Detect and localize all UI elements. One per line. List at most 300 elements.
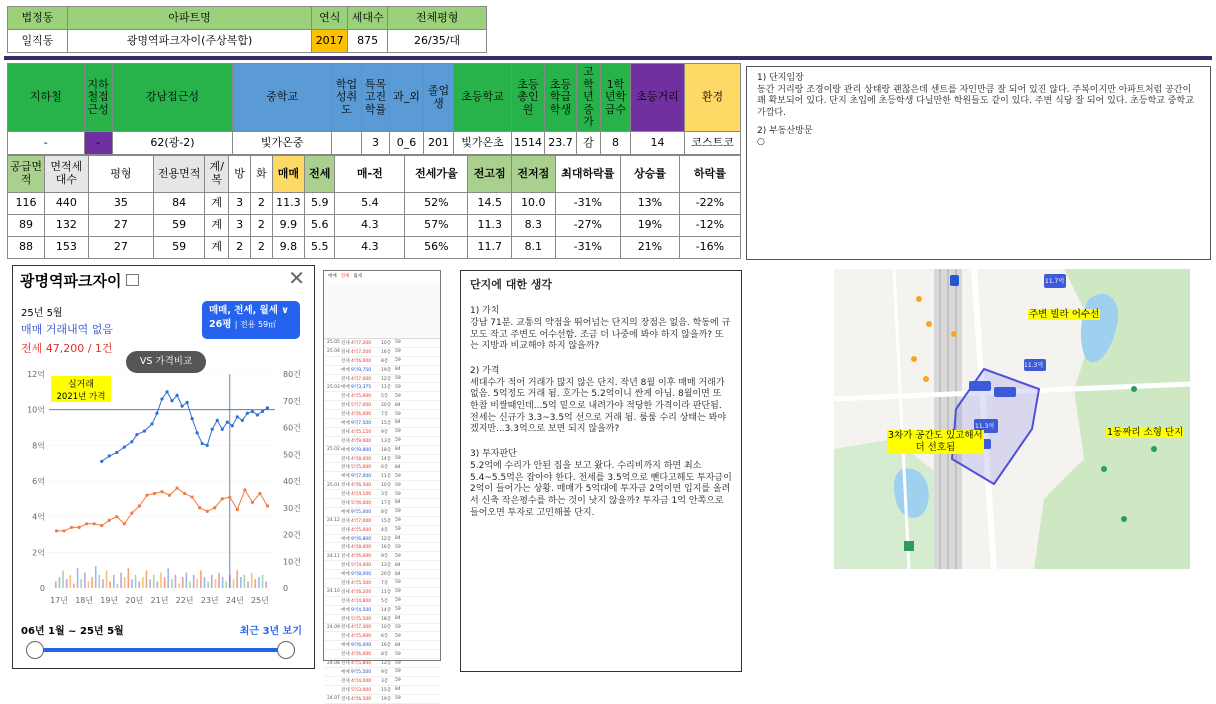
tx-cell: 4억6,000 <box>351 358 372 364</box>
tx-row[interactable] <box>324 632 440 641</box>
tx-row[interactable] <box>324 383 440 392</box>
tx-cell: 20층 <box>381 403 392 409</box>
data-point <box>226 421 229 424</box>
tx-cell: 59 <box>395 589 401 595</box>
tx-row[interactable] <box>324 428 440 437</box>
tx-cell: 9억5,000 <box>351 509 372 515</box>
value-year: 2017 <box>312 30 348 53</box>
cell: 88 <box>8 237 45 259</box>
tx-cell: 매매 <box>341 536 350 542</box>
cell: 52% <box>405 193 468 215</box>
tx-row[interactable] <box>324 615 440 624</box>
volume-bar <box>62 570 64 588</box>
tx-cell: 전세 <box>341 340 350 346</box>
tx-row[interactable] <box>324 624 440 633</box>
data-point <box>201 442 204 445</box>
data-point <box>62 529 65 532</box>
volume-bar <box>80 579 82 588</box>
tx-row[interactable] <box>324 686 440 695</box>
volume-bar <box>262 575 264 588</box>
slider-end-handle[interactable] <box>277 641 295 659</box>
tx-row[interactable] <box>324 579 440 588</box>
tx-row[interactable] <box>324 526 440 535</box>
tx-cell: 25.05 <box>327 340 340 346</box>
data-point <box>183 492 186 495</box>
cell: 21% <box>621 237 680 259</box>
tx-row[interactable] <box>324 695 440 704</box>
value-dong: 일직동 <box>8 30 68 53</box>
y-right-tick: 60건 <box>283 423 301 433</box>
tx-cell: 4억5,000 <box>351 394 372 400</box>
volume-bar <box>113 575 115 588</box>
tx-row[interactable] <box>324 552 440 561</box>
cell: 89 <box>8 215 45 237</box>
tx-cell: 9억5,500 <box>351 669 372 675</box>
volume-bar <box>251 573 253 588</box>
volume-bar <box>193 575 195 588</box>
tx-cell: 19층 <box>381 696 392 702</box>
recent-3y-link[interactable]: 최근 3년 보기 <box>239 626 302 637</box>
data-point <box>243 488 246 491</box>
tx-cell: 14층 <box>381 607 392 613</box>
volume-bar <box>164 577 166 588</box>
price-row <box>8 193 741 215</box>
notes-heading-visit: 1) 단지임장 <box>757 73 804 83</box>
tx-cell: 84 <box>395 367 401 373</box>
price-tag: 11.3억 <box>1024 362 1044 369</box>
tx-row[interactable] <box>324 597 440 606</box>
data-point <box>261 410 264 413</box>
v-subway-access: - <box>84 132 112 155</box>
tx-cell: 20층 <box>381 572 392 578</box>
series-line <box>102 392 268 462</box>
y-left-tick: 8억 <box>32 441 45 451</box>
tx-cell: 59 <box>395 580 401 586</box>
deal-type-label: 매매, 전세, 월세 ∨ <box>209 305 289 316</box>
map-label-villa: 주변 빌라 어수선 <box>1029 309 1100 320</box>
header-year: 연식 <box>312 7 348 30</box>
notes-text-agency: ○ <box>757 137 765 148</box>
data-point <box>153 492 156 495</box>
tx-cell: 매매 <box>341 509 350 515</box>
volume-bar <box>200 570 202 588</box>
building-marker <box>969 381 991 391</box>
data-point <box>108 454 111 457</box>
tx-cell: 17층 <box>381 500 392 506</box>
tx-cell: 4억5,150 <box>351 429 372 435</box>
tx-cell: 84 <box>395 642 401 648</box>
tx-cell: 59 <box>395 393 401 399</box>
x-tick: 22년 <box>175 596 194 605</box>
tx-cell: 84 <box>395 536 401 542</box>
tx-row[interactable] <box>324 517 440 526</box>
tx-cell: 4억4,800 <box>351 598 372 604</box>
tx-cell: 전세 <box>341 429 350 435</box>
tx-row[interactable] <box>324 446 440 455</box>
tx-cell: 84 <box>395 402 401 408</box>
h-elem-distance: 초등거리 <box>631 64 685 132</box>
thoughts-heading-price: 2) 가격 <box>470 366 500 377</box>
tx-cell: 59 <box>395 491 401 497</box>
volume-bar <box>171 579 173 588</box>
volume-bar <box>95 566 97 588</box>
tx-row[interactable] <box>324 419 440 428</box>
volume-bar <box>153 575 155 588</box>
volume-bar <box>258 577 260 588</box>
price-table <box>7 155 741 259</box>
tx-cell: 전세 <box>341 483 350 489</box>
cell: 27 <box>88 237 153 259</box>
volume-bar <box>175 575 177 588</box>
h-elem-class: 초등학급학생 <box>545 64 577 132</box>
data-point <box>143 429 146 432</box>
tx-cell: 59 <box>395 678 401 684</box>
volume-bar <box>182 577 184 588</box>
tx-row[interactable] <box>324 677 440 686</box>
volume-bar <box>204 577 206 588</box>
value-units: 875 <box>348 30 388 53</box>
h-jeonse: 전세 <box>304 156 335 193</box>
tx-cell: 전세 <box>341 394 350 400</box>
tx-tab-sale[interactable]: 매매 <box>328 274 337 279</box>
data-point <box>108 519 111 522</box>
data-point <box>93 522 96 525</box>
h-area-units: 면적세대수 <box>45 156 89 193</box>
tx-cell: 4억5,800 <box>351 661 372 666</box>
tx-row[interactable] <box>324 437 440 446</box>
tx-cell: 6층 <box>381 465 389 471</box>
cell: 440 <box>45 193 89 215</box>
price-row <box>8 215 741 237</box>
tx-row[interactable] <box>324 357 440 366</box>
area-map[interactable] <box>834 269 1190 569</box>
tx-cell: 매매 <box>341 643 350 649</box>
tx-cell: 18층 <box>381 447 392 453</box>
tx-cell: 전세 <box>341 412 350 418</box>
tx-cell: 25.01 <box>327 482 340 488</box>
tx-row[interactable] <box>324 659 440 668</box>
cell: 계 <box>205 193 229 215</box>
tx-cell: 24.10 <box>327 589 340 595</box>
tx-cell: 9층 <box>381 669 389 675</box>
volume-bar <box>196 579 198 588</box>
x-tick: 19년 <box>100 596 119 605</box>
tx-cell: 전세 <box>341 634 350 640</box>
tx-cell: 4억6,000 <box>351 412 372 418</box>
tx-row[interactable] <box>324 641 440 650</box>
cell: 9.8 <box>272 237 304 259</box>
volume-bar <box>102 579 104 588</box>
x-tick: 18년 <box>75 596 94 605</box>
tx-cell: 7층 <box>381 412 389 418</box>
tx-row[interactable] <box>324 348 440 357</box>
volume-bar <box>222 577 224 588</box>
y-left-tick: 6억 <box>32 477 45 486</box>
tx-row[interactable] <box>324 668 440 677</box>
tx-cell: 16층 <box>381 643 392 649</box>
close-icon[interactable]: ✕ <box>288 266 305 290</box>
y-right-tick: 20건 <box>283 530 301 540</box>
cell: 10.0 <box>512 193 556 215</box>
h-gap: 매-전 <box>335 156 405 193</box>
tx-cell: 16층 <box>381 545 392 551</box>
tx-cell: 6층 <box>381 634 389 640</box>
tx-cell: 24.11 <box>327 553 340 559</box>
tx-cell: 전세 <box>341 696 350 702</box>
tx-row[interactable] <box>324 339 440 348</box>
tx-cell: 4억9,000 <box>351 438 372 444</box>
data-point <box>211 428 214 431</box>
tx-cell: 전세 <box>341 527 350 533</box>
tx-row[interactable] <box>324 472 440 481</box>
tx-cell: 59 <box>395 527 401 533</box>
tx-tab-jeonse[interactable]: 전세 <box>340 274 350 279</box>
data-point <box>196 431 199 434</box>
tx-cell: 4억4,000 <box>351 678 372 684</box>
volume-bar <box>157 581 159 588</box>
v-special-rate: 3 <box>362 132 390 155</box>
data-point <box>206 444 209 447</box>
cell: 2 <box>251 215 273 237</box>
tx-cell: 9억9,800 <box>351 447 372 453</box>
tx-cell: 59 <box>395 633 401 639</box>
h-jeonse-ratio: 전세가율 <box>405 156 468 193</box>
data-point <box>251 501 254 504</box>
y-right-tick: 80건 <box>283 370 301 379</box>
volume-bar <box>225 581 227 588</box>
tx-cell: 11층 <box>381 474 392 480</box>
map-label-phase3-line2: 더 선호됨 <box>915 441 956 453</box>
tx-cell: 전세 <box>341 563 350 569</box>
complex-data-table <box>7 63 741 155</box>
transaction-list[interactable] <box>323 270 441 702</box>
tx-cell: 9억4,500 <box>351 607 372 613</box>
data-point <box>70 526 73 529</box>
h-elementary: 초등학교 <box>454 64 512 132</box>
volume-bar <box>135 575 137 588</box>
tx-cell: 매매 <box>341 669 350 675</box>
volume-bar <box>265 581 267 588</box>
tx-cell: 8층 <box>381 652 389 658</box>
data-point <box>241 419 244 422</box>
building-marker <box>994 387 1016 397</box>
cell: -27% <box>555 215 620 237</box>
value-apt-name: 광명역파크자이(주상복합) <box>67 30 311 53</box>
tx-row[interactable] <box>324 508 440 517</box>
tx-cell: 전세 <box>341 545 350 551</box>
data-point <box>175 394 178 397</box>
tx-cell: 15층 <box>381 420 392 426</box>
tx-row[interactable] <box>324 481 440 490</box>
tx-cell: 전세 <box>341 349 350 355</box>
tx-cell: 18층 <box>381 616 392 622</box>
h-first-grade-class: 1학년학급수 <box>601 64 631 132</box>
tx-row[interactable] <box>324 499 440 508</box>
slider-start-handle[interactable] <box>26 641 44 659</box>
tx-cell: 10층 <box>381 483 392 489</box>
tx-cell: 전세 <box>341 554 350 560</box>
data-point <box>115 515 118 518</box>
volume-bar <box>91 577 93 588</box>
tx-tab-monthly[interactable]: 월세 <box>353 274 363 279</box>
cell: 14.5 <box>468 193 512 215</box>
deal-type-selector[interactable] <box>202 301 300 339</box>
tx-cell: 4억7,000 <box>351 376 372 382</box>
y-left-tick: 0 <box>39 584 45 593</box>
y-right-tick: 0 <box>283 584 289 593</box>
cell: -12% <box>679 215 740 237</box>
tx-cell: 전세 <box>341 403 350 409</box>
complex-info-table <box>7 6 487 53</box>
tx-cell: 59 <box>395 660 401 666</box>
tx-cell: 12층 <box>381 376 392 382</box>
tx-cell: 84 <box>395 420 401 426</box>
tx-cell: 4억6,500 <box>351 483 372 489</box>
tx-cell: 전세 <box>341 598 350 604</box>
tx-row[interactable] <box>324 401 440 410</box>
tx-cell: 전세 <box>341 625 350 631</box>
tx-cell: 전세 <box>341 465 350 471</box>
cell: 11.3 <box>468 215 512 237</box>
tx-cell: 16층 <box>381 349 392 355</box>
tx-row[interactable] <box>324 490 440 499</box>
tx-cell: 4억7,500 <box>351 349 372 355</box>
cell: 153 <box>45 237 89 259</box>
v-elementary: 빛가온초 <box>454 132 512 155</box>
volume-bar <box>109 581 111 588</box>
data-point <box>100 460 103 463</box>
data-point <box>130 512 133 515</box>
compare-button[interactable]: VS 가격비교 <box>126 351 206 373</box>
data-point <box>160 490 163 493</box>
y-left-tick: 10억 <box>27 405 45 415</box>
tx-cell: 매매 <box>341 420 350 426</box>
tx-cell: 59 <box>395 696 401 702</box>
tx-row[interactable] <box>324 543 440 552</box>
tx-cell: 전세 <box>341 687 350 693</box>
tx-row[interactable] <box>324 375 440 384</box>
jeonse-status: 전세 47,200 / 1건 <box>21 342 113 355</box>
h-exclusive-area: 전용면적 <box>154 156 205 193</box>
subway-icon <box>950 275 959 286</box>
tx-row[interactable] <box>324 561 440 570</box>
tx-cell: 10층 <box>381 340 392 346</box>
tx-cell: 24.08 <box>327 660 340 666</box>
tx-cell: 59 <box>395 376 401 381</box>
tx-row[interactable] <box>324 392 440 401</box>
tx-row[interactable] <box>324 606 440 615</box>
data-point <box>55 529 58 532</box>
x-tick: 25년 <box>250 596 269 605</box>
pyeong-label: 26평 <box>209 319 232 331</box>
tx-cell: 5억5,500 <box>351 616 372 622</box>
y-left-tick: 2억 <box>32 548 45 558</box>
cell: 27 <box>88 215 153 237</box>
tx-row[interactable] <box>324 455 440 464</box>
x-tick: 23년 <box>200 596 219 605</box>
tx-cell: 4억7,000 <box>351 518 372 524</box>
data-point <box>246 412 249 415</box>
tx-cell: 전세 <box>341 358 350 364</box>
hospital-icon <box>904 541 914 551</box>
tx-row[interactable] <box>324 588 440 597</box>
tx-row[interactable] <box>324 535 440 544</box>
v-subway: - <box>8 132 85 155</box>
tx-row[interactable] <box>324 463 440 472</box>
tx-cell: 4억8,000 <box>351 545 372 551</box>
data-point <box>191 417 194 420</box>
tx-row[interactable] <box>324 410 440 419</box>
trade-status: 매매 거래내역 없음 <box>21 323 114 336</box>
tx-cell: 전세 <box>341 500 350 506</box>
v-gangnam: 62(광-2) <box>112 132 233 155</box>
volume-bar <box>106 570 108 588</box>
tx-cell: 84 <box>395 571 401 577</box>
h-supply-area: 공급면적 <box>8 156 45 193</box>
tx-cell: 59 <box>395 624 401 630</box>
volume-bar <box>131 579 133 588</box>
x-tick: 24년 <box>225 596 244 605</box>
v-elem-total: 1514 <box>512 132 545 155</box>
tx-cell: 25.04 <box>327 349 340 355</box>
map-graphic <box>834 269 1190 569</box>
tx-row[interactable] <box>324 570 440 579</box>
tx-cell: 12층 <box>381 536 392 542</box>
range-slider[interactable] <box>33 648 295 652</box>
tx-cell: 24.09 <box>327 624 340 630</box>
data-point <box>198 506 201 509</box>
data-point <box>150 422 153 425</box>
cell: 5.5 <box>304 237 335 259</box>
volume-bar <box>77 568 79 588</box>
tx-cell: 59 <box>395 429 401 435</box>
tx-row[interactable] <box>324 650 440 659</box>
tx-cell: 59 <box>395 509 401 515</box>
tx-cell: 15층 <box>381 518 392 524</box>
tx-row[interactable] <box>324 366 440 375</box>
header-units: 세대수 <box>348 7 388 30</box>
volume-bar <box>70 575 72 588</box>
y-left-tick: 12억 <box>27 370 45 379</box>
tx-cell: 10층 <box>381 625 392 631</box>
y-right-tick: 10건 <box>283 557 301 567</box>
h-pyeong: 평형 <box>88 156 153 193</box>
volume-bar <box>186 573 188 588</box>
map-icon[interactable] <box>126 274 139 286</box>
volume-bar <box>247 581 249 588</box>
tx-cell: 전세 <box>341 661 350 666</box>
tx-cell: 전세 <box>341 652 350 658</box>
tx-cell: 59 <box>395 518 401 524</box>
tx-cell: 매매 <box>341 367 350 373</box>
thoughts-text-price: 세대수가 적어 거래가 많지 않은 단지. 작년 8월 이후 매매 거래가 없음. 5억정도 거래 됨. 호가는 5.2억이니 싼게 아님. 8월이면 또 한참 비쌀때인데...5억 밑으로 내려가야 적당한 가격이라 판단됨. 전세는 신규가 3.3~3.5억 선으로 거래 됨. 룸룸 수리 상태는 봐야겠지만...3.3억으로 보면 되지 않을까? <box>470 377 727 435</box>
data-point <box>236 508 239 511</box>
volume-bar <box>84 573 86 588</box>
volume-bar <box>207 581 209 588</box>
tx-cell: 전세 <box>341 589 350 595</box>
tx-cell: 4억6,000 <box>351 652 372 658</box>
data-point <box>123 522 126 525</box>
h-middle-school: 중학교 <box>233 64 332 132</box>
tx-cell: 84 <box>395 687 401 693</box>
h-achievement: 학업성취도 <box>332 64 362 132</box>
tx-cell: 9억6,800 <box>351 536 372 542</box>
tx-cell: 5층 <box>381 394 389 400</box>
tx-cell: 11층 <box>381 385 392 391</box>
volume-bar <box>142 577 144 588</box>
volume-bar <box>218 573 220 588</box>
tx-cell: 59 <box>395 473 401 479</box>
